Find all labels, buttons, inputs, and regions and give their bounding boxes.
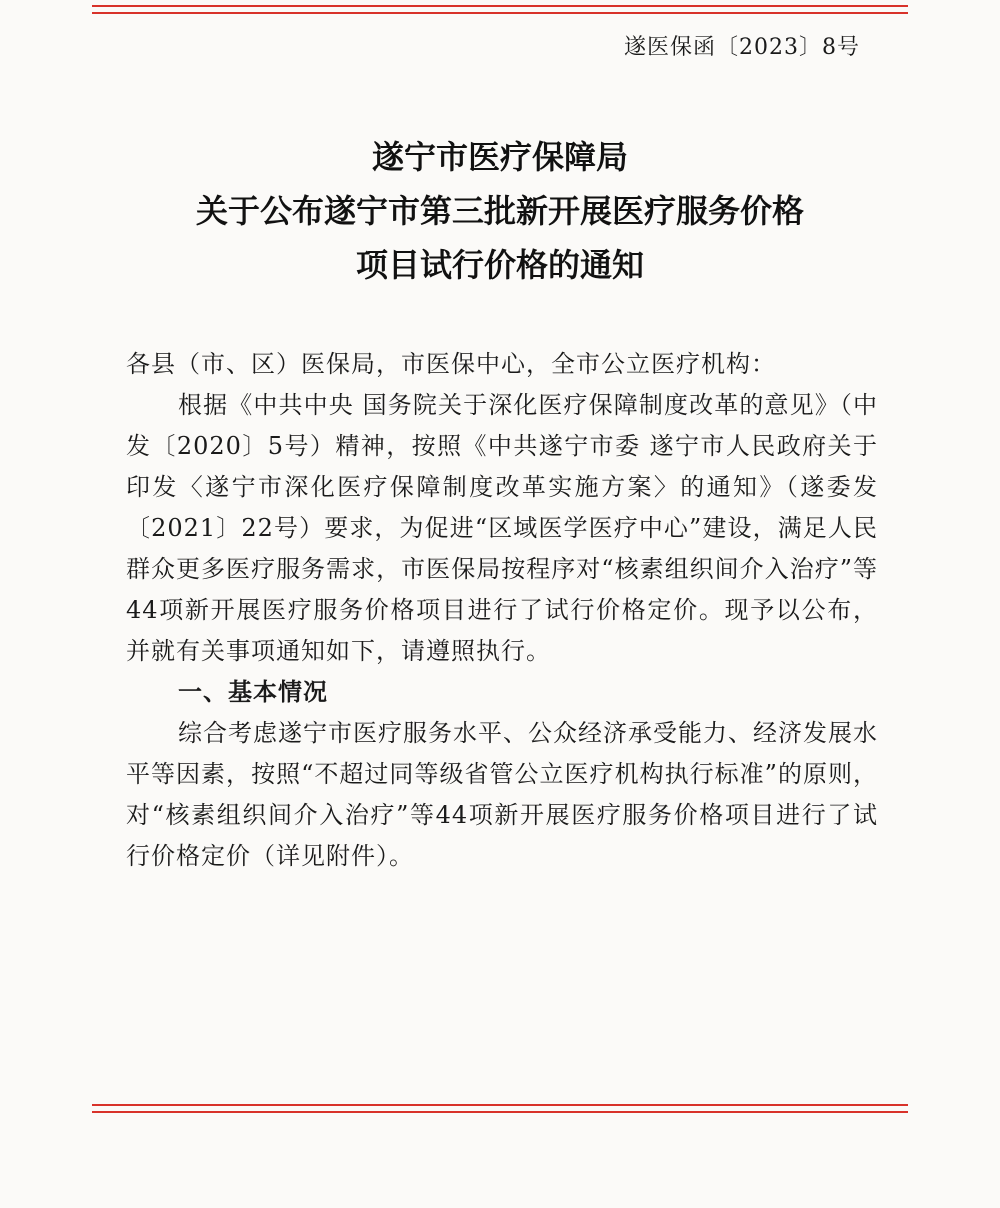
top-red-rule-inner — [92, 12, 908, 14]
title-line-1: 遂宁市医疗保障局 — [371, 138, 628, 176]
title-line-3: 项目试行价格的通知 — [355, 246, 644, 284]
document-body — [126, 344, 878, 877]
top-red-rule — [92, 5, 908, 7]
bottom-red-rule — [92, 1104, 908, 1106]
document-number: 遂医保函〔2023〕8号 — [624, 35, 860, 60]
addressee: 各县（市、区）医保局，市医保中心，全市公立医疗机构： — [126, 350, 776, 378]
title-line-2: 关于公布遂宁市第三批新开展医疗服务价格 — [195, 192, 804, 230]
paragraph-basic-info: 综合考虑遂宁市医疗服务水平、公众经济承受能力、经济发展水平等因素，按照“不超过同等级省管公立医疗机构执行标准”的原则，对“核素组织间介入治疗”等44项新开展医疗服务价格项目进行了试行价格定价（详见附件）。 — [126, 719, 878, 870]
bottom-red-rule-inner — [92, 1111, 908, 1113]
section-heading-basic-info: 一、基本情况 — [178, 678, 328, 706]
paragraph-basis: 根据《中共中央 国务院关于深化医疗保障制度改革的意见》（中发〔2020〕5号）精神，按照《中共遂宁市委 遂宁市人民政府关于印发〈遂宁市深化医疗保障制度改革实施方案〉的通知》（遂委发〔2021〕22号）要求，为促进“区域医学医疗中心”建设，满足人民群众更多医疗服务需求，市医保局按程序对“核素组织间介入治疗”等44项新开展医疗服务价格项目进行了试行价格定价。现予以公布，并就有关事项通知如下，请遵照执行。 — [126, 391, 878, 665]
document-title — [0, 130, 1000, 292]
